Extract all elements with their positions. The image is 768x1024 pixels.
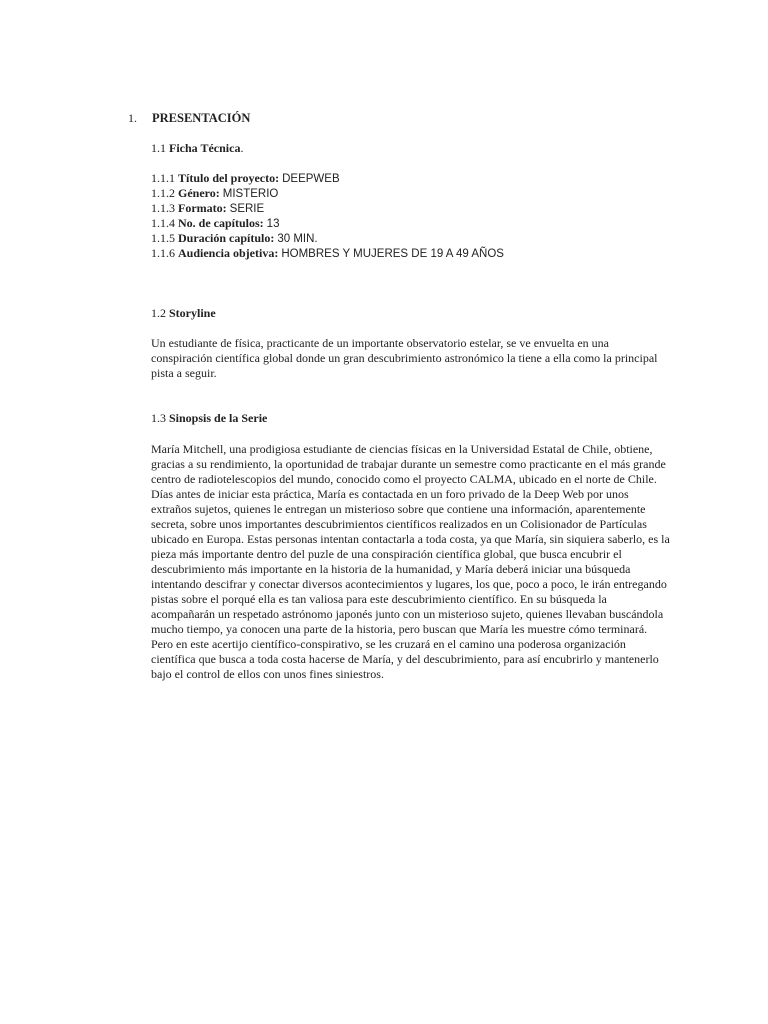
sinopsis-heading (151, 411, 267, 426)
ficha-item-audiencia (151, 246, 504, 262)
ficha-item-label: Género: (178, 186, 220, 200)
section-title: PRESENTACIÓN (152, 111, 251, 125)
storyline-title: Storyline (169, 306, 216, 320)
ficha-item-formato (151, 201, 264, 217)
ficha-item-label: Audiencia objetiva: (178, 246, 279, 260)
ficha-item-label: Título del proyecto: (178, 171, 280, 185)
storyline-heading (151, 306, 216, 321)
ficha-item-label: No. de capítulos: (178, 216, 264, 230)
ficha-label: Ficha Técnica (169, 141, 241, 155)
ficha-item-value: 30 MIN. (277, 233, 318, 245)
ficha-heading (151, 141, 243, 156)
section-number: 1. (128, 111, 137, 125)
ficha-item-number: 1.1.3 (151, 201, 175, 215)
storyline-text: Un estudiante de física, practicante de un importante observatorio estelar, se ve envuelta en una conspiración científica global donde un gran descubrimiento astronómico la tiene a ella como la principal pista a seguir. (151, 336, 658, 380)
ficha-item-value: MISTERIO (222, 188, 279, 200)
ficha-item-label: Duración capítulo: (178, 231, 275, 245)
ficha-item-value: SERIE (229, 203, 265, 215)
sinopsis-text: María Mitchell, una prodigiosa estudiante de ciencias físicas en la Universidad Estatal de Chile, obtiene, gracias a su rendimiento, la oportunidad de trabajar durante un semestre como practicante en el más grande centro de radiotelescopios del mundo, conocido como el proyecto CALMA, ubicado en el norte de Chile. Días antes de iniciar esta práctica, María es contactada en un foro privado de la Deep Web por unos extraños sujetos, quienes le entregan un misterioso sobre que contiene una información, aparentemente secreta, sobre unos importantes descubrimientos científicos realizados en un Colisionador de Partículas ubicado en Europa. Estas personas intentan contactarla a toda costa, ya que María, sin siquiera saberlo, es la pieza más importante dentro del puzle de una conspiración científica global, que busca encubrir el descubrimiento más importante en la historia de la humanidad, y María deberá iniciar una búsqueda intentando descifrar y conectar diversos acontecimientos y lugares, los que, poco a poco, le irán entregando pistas sobre el porqué ella es tan valiosa para este descubrimiento científico. En su búsqueda la acompañarán un respetado astrónomo japonés junto con un misterioso sujeto, quienes llevaban buscándola mucho tiempo, ya conocen una parte de la historia, pero buscan que María les muestre cómo terminará. Pero en este acertijo científico-conspirativo, se les cruzará en el camino una poderosa organización científica que busca a toda costa hacerse de María, y del descubrimiento, para así encubrirlo y mantenerlo bajo el control de ellos con unos fines siniestros. (151, 442, 670, 681)
ficha-item-value: DEEPWEB (282, 173, 340, 185)
ficha-item-value: HOMBRES Y MUJERES DE 19 A 49 AÑOS (281, 248, 504, 260)
sinopsis-number: 1.3 (151, 411, 166, 425)
ficha-item-duracion (151, 231, 318, 247)
ficha-number: 1.1 (151, 141, 166, 155)
ficha-item-capitulos (151, 216, 279, 232)
ficha-item-titulo (151, 171, 340, 187)
ficha-item-number: 1.1.4 (151, 216, 175, 230)
ficha-item-genero (151, 186, 278, 202)
ficha-item-number: 1.1.1 (151, 171, 175, 185)
ficha-item-label: Formato: (178, 201, 227, 215)
storyline-number: 1.2 (151, 306, 166, 320)
ficha-item-number: 1.1.6 (151, 246, 175, 260)
ficha-item-number: 1.1.5 (151, 231, 175, 245)
ficha-suffix: . (240, 141, 244, 155)
sinopsis-title: Sinopsis de la Serie (169, 411, 268, 425)
ficha-item-number: 1.1.2 (151, 186, 175, 200)
ficha-item-value: 13 (266, 218, 280, 230)
